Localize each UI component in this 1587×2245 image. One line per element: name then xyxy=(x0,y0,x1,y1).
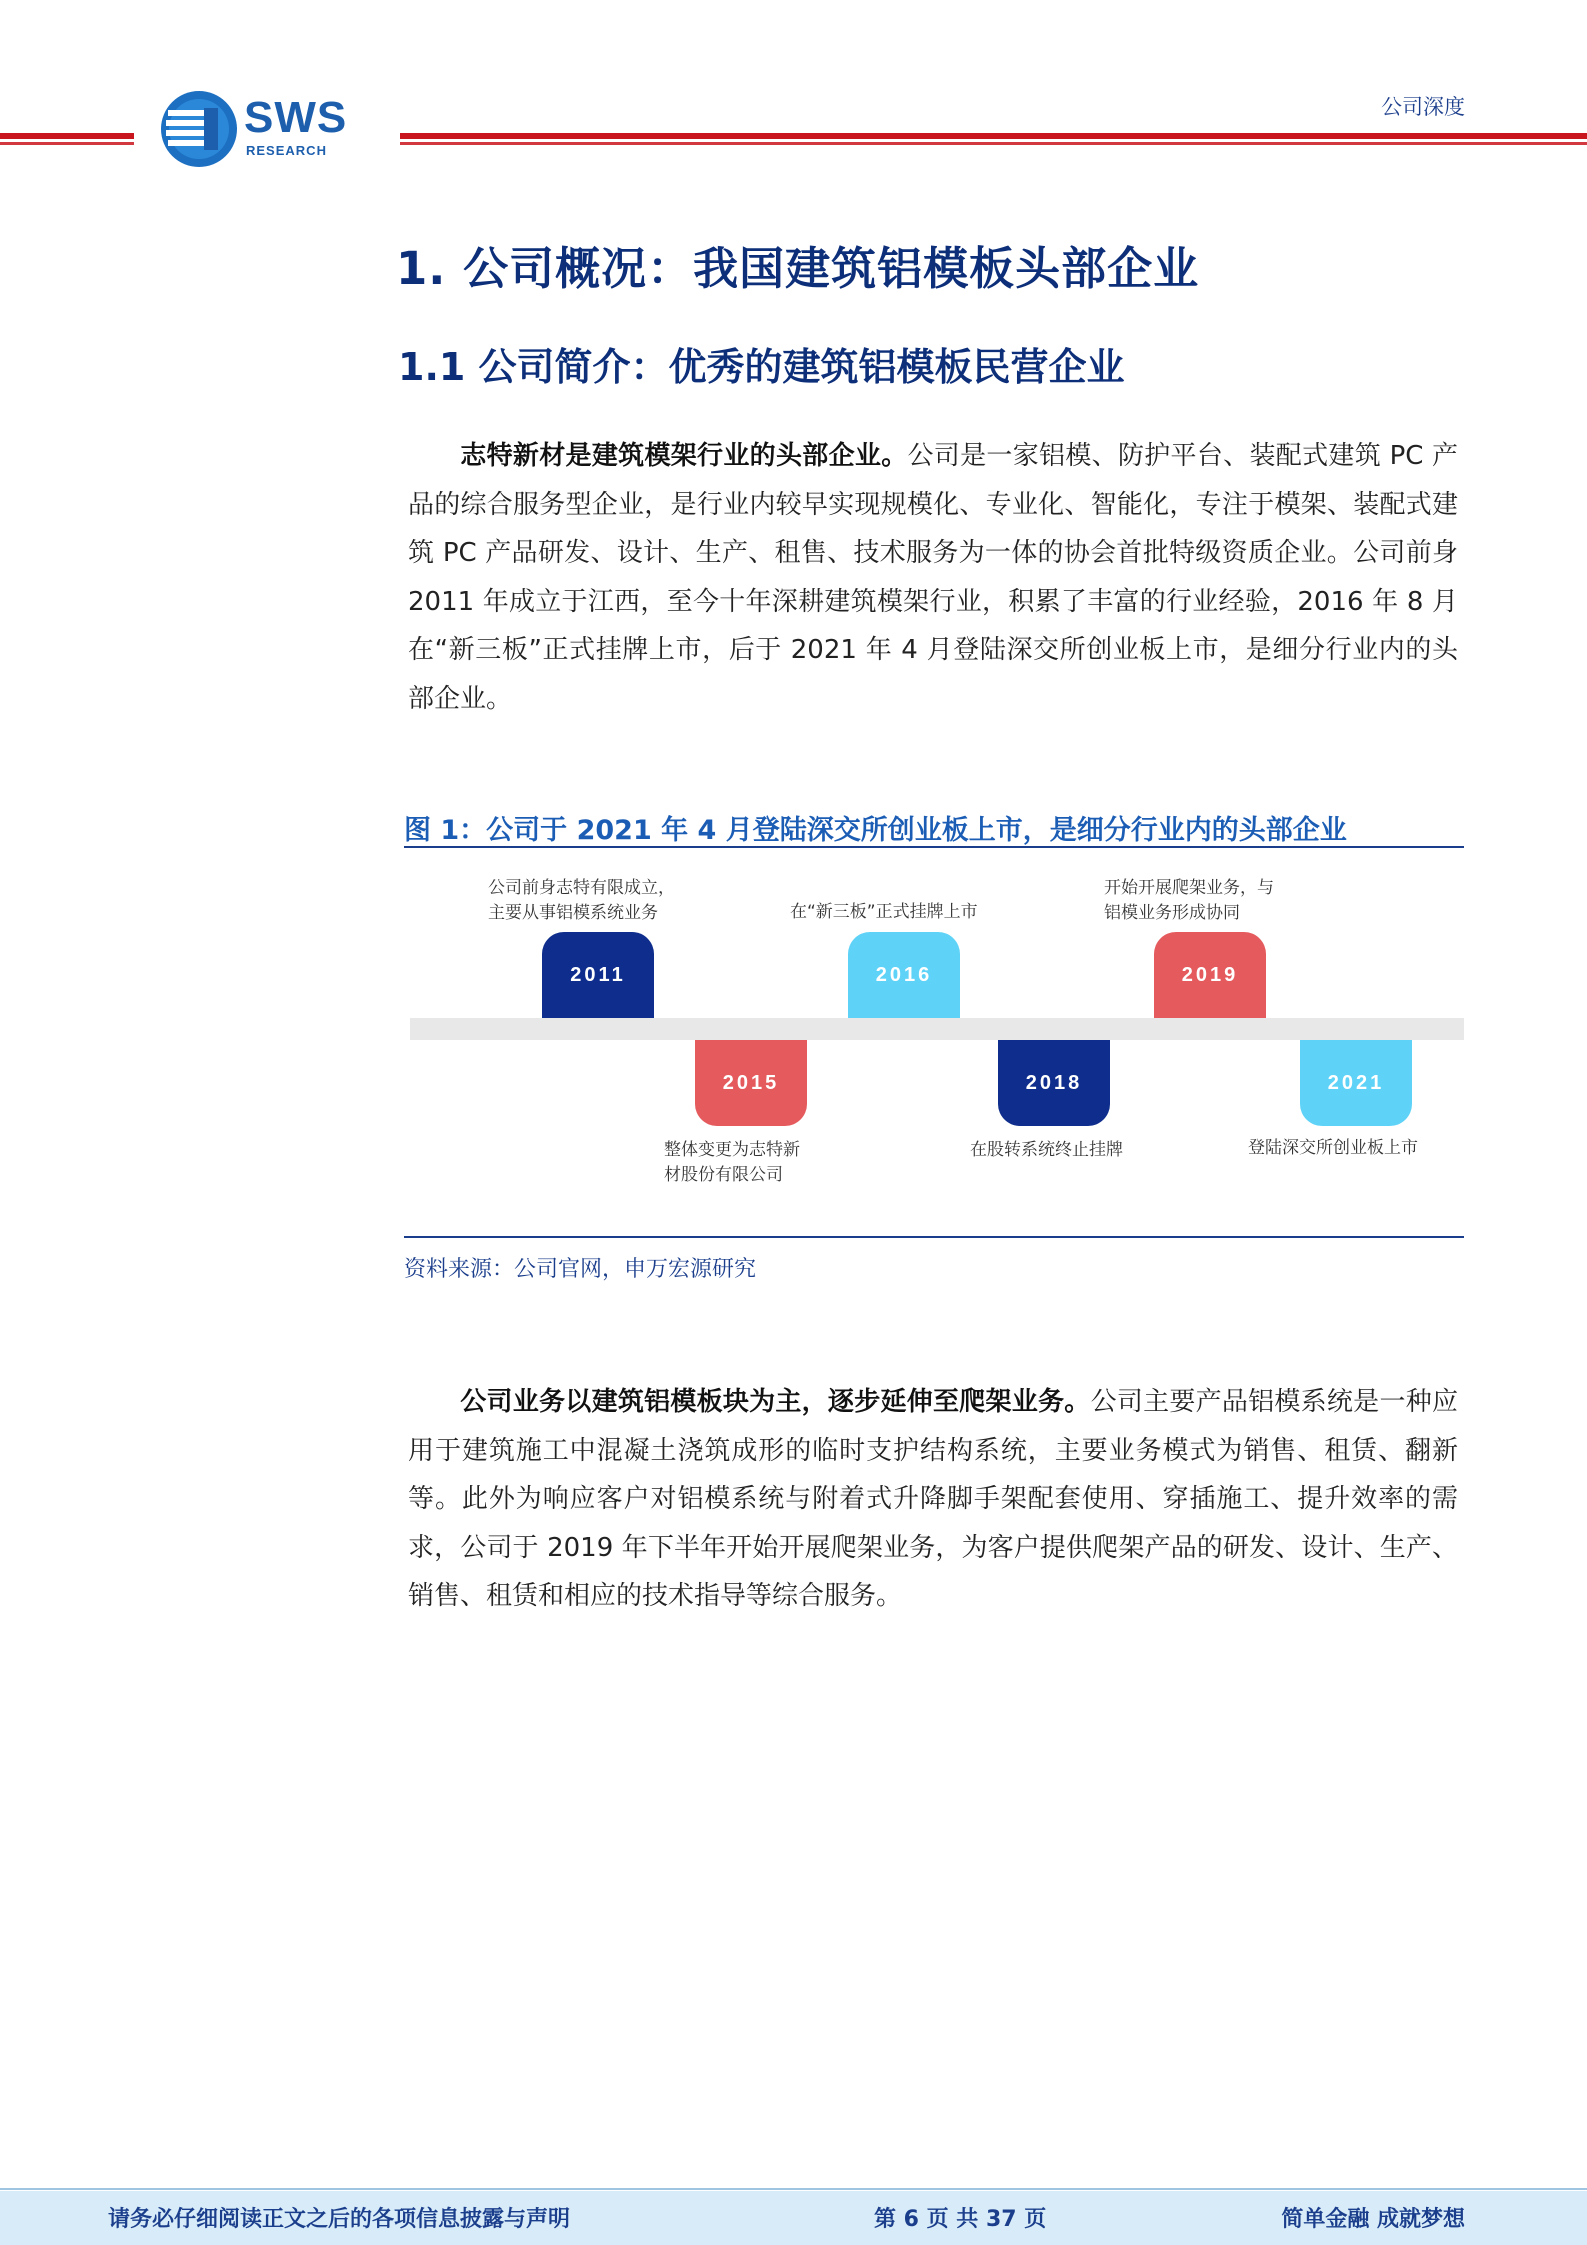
sws-logo-icon xyxy=(160,90,238,168)
caption-line: 开始开展爬架业务，与 xyxy=(1104,878,1274,898)
intro-paragraph xyxy=(408,432,1458,723)
timeline-year-2011: 2011 xyxy=(542,932,654,1018)
footer-disclaimer: 请务必仔细阅读正文之后的各项信息披露与声明 xyxy=(108,2207,571,2232)
footer-slogan: 简单金融 成就梦想 xyxy=(1281,2207,1465,2232)
caption-line: 整体变更为志特新 xyxy=(664,1140,800,1160)
timeline-caption-2018 xyxy=(970,1138,1123,1163)
business-paragraph xyxy=(408,1378,1458,1621)
business-body: 公司主要产品铝模系统是一种应用于建筑施工中混凝土浇筑成形的临时支护结构系统，主要业务模式为销售、租赁、翻新等。此外为响应客户对铝模系统与附着式升降脚手架配套使用、穿插施工、提升效率的需求，公司于 2019 年下半年开始开展爬架业务，为客户提供爬架产品的研发、设计、生产、销售、租赁和相应的技术指导等综合服务。 xyxy=(408,1387,1458,1611)
report-type-label: 公司深度 xyxy=(1381,95,1465,119)
timeline-caption-2015 xyxy=(664,1138,800,1188)
header-rule-left xyxy=(0,133,134,145)
figure-rule-top xyxy=(404,846,1464,848)
caption-line: 在“新三板”正式挂牌上市 xyxy=(790,902,978,922)
footer-page-number: 第 6 页 共 37 页 xyxy=(874,2207,1047,2232)
logo-text: SWS xyxy=(244,93,348,142)
caption-line: 主要从事铝模系统业务 xyxy=(488,903,658,923)
figure-source: 资料来源：公司官网，申万宏源研究 xyxy=(404,1257,757,1282)
timeline-caption-2019 xyxy=(1104,876,1274,926)
timeline-caption-2016 xyxy=(790,900,978,925)
timeline-year-2015: 2015 xyxy=(695,1040,807,1126)
timeline-caption-2021 xyxy=(1248,1136,1418,1161)
logo-subtext: RESEARCH xyxy=(246,143,327,158)
header-rule-right xyxy=(400,133,1587,145)
intro-body: 公司是一家铝模、防护平台、装配式建筑 PC 产品的综合服务型企业，是行业内较早实现规模化、专业化、智能化，专注于模架、装配式建筑 PC 产品研发、设计、生产、租售、技术服务为一体的协会首批特级资质企业。公司前身 2011 年成立于江西，至今十年深耕建筑模架行业，积累了丰富的行业经验，2016 年 8 月在“新三板”正式挂牌上市，后于 2021 年 4 月登陆深交所创业板上市，是细分行业内的头部企业。 xyxy=(408,441,1458,714)
caption-line: 在股转系统终止挂牌 xyxy=(970,1140,1123,1160)
sws-logo xyxy=(160,88,370,168)
intro-lead: 志特新材是建筑模架行业的头部企业。 xyxy=(460,441,908,471)
timeline-caption-2011 xyxy=(488,876,675,926)
timeline-year-2016: 2016 xyxy=(848,932,960,1018)
caption-line: 公司前身志特有限成立， xyxy=(488,878,675,898)
footer-rule xyxy=(0,2188,1587,2190)
timeline-year-2018: 2018 xyxy=(998,1040,1110,1126)
subsection-heading: 1.1 公司简介：优秀的建筑铝模板民营企业 xyxy=(398,345,1125,389)
caption-line: 材股份有限公司 xyxy=(664,1165,783,1185)
figure-title: 图 1：公司于 2021 年 4 月登陆深交所创业板上市，是细分行业内的头部企业 xyxy=(404,815,1347,846)
business-lead: 公司业务以建筑铝模板块为主，逐步延伸至爬架业务。 xyxy=(460,1387,1091,1417)
figure-rule-bottom xyxy=(404,1236,1464,1238)
caption-line: 登陆深交所创业板上市 xyxy=(1248,1138,1418,1158)
timeline-year-2021: 2021 xyxy=(1300,1040,1412,1126)
timeline-year-2019: 2019 xyxy=(1154,932,1266,1018)
timeline-bar xyxy=(410,1018,1464,1040)
section-heading: 1. 公司概况：我国建筑铝模板头部企业 xyxy=(396,242,1200,295)
caption-line: 铝模业务形成协同 xyxy=(1104,903,1240,923)
